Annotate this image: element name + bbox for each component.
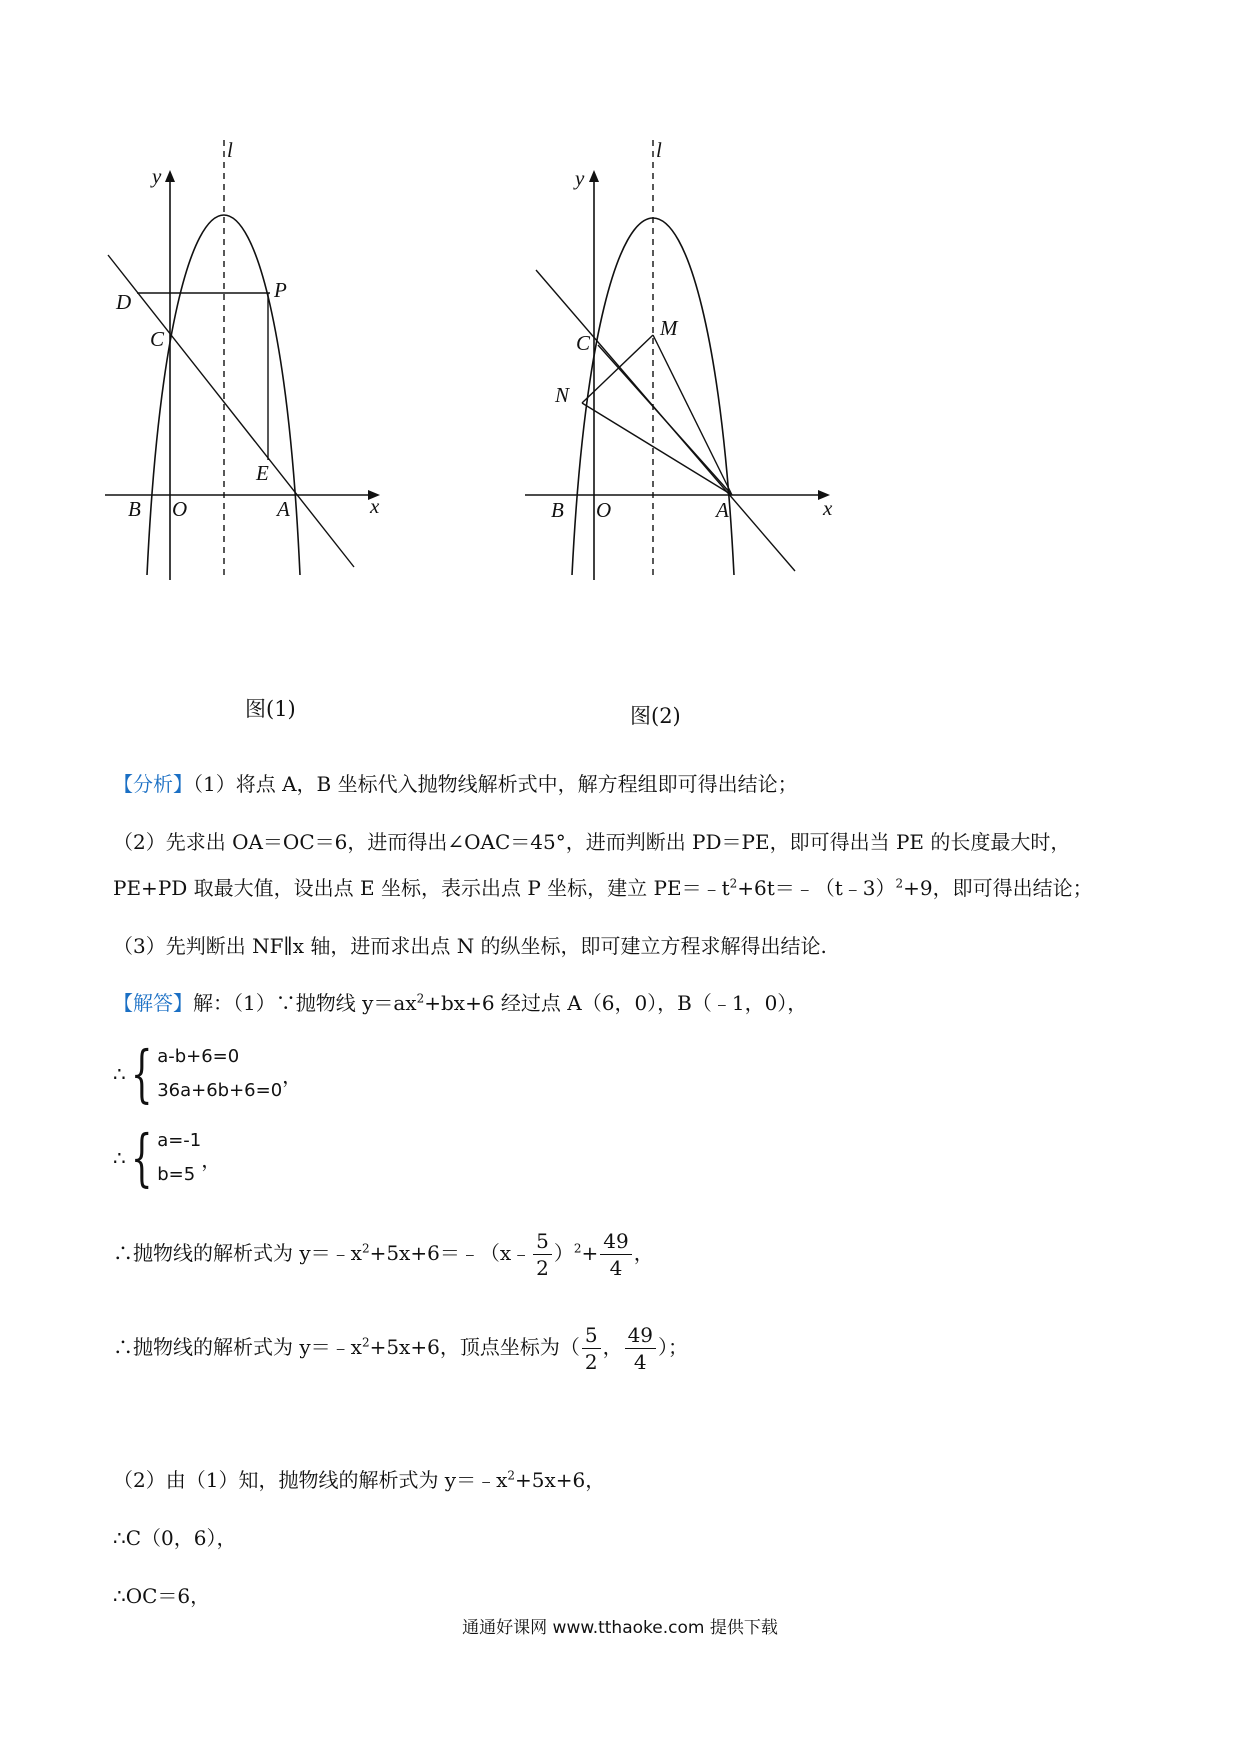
figure-2 <box>520 135 840 655</box>
fig1-label-B: B <box>128 497 141 521</box>
fraction-49-4: $\frac{49}{4}$ <box>600 1228 631 1281</box>
therefore-symbol: ∴ <box>113 1062 126 1086</box>
fraction-5-2: $\frac{5}{2}$ <box>582 1322 601 1375</box>
analysis-text-1: （1）将点 A，B 坐标代入抛物线解析式中，解方程组即可得出结论； <box>193 772 798 796</box>
solution-text-4a: ∴抛物线的解析式为 y＝﹣x <box>113 1241 362 1265</box>
system-1-rows <box>157 1040 282 1108</box>
solution-text-4e: ， <box>633 1241 654 1265</box>
fig1-label-A: A <box>277 497 290 521</box>
analysis-text-3a: PE+PD 取最大值，设出点 E 坐标，表示出点 P 坐标，建立 PE＝﹣t <box>113 876 730 900</box>
system-2-row-1: a=-1 <box>157 1130 202 1151</box>
figure-1-caption: 图(1) <box>245 697 296 721</box>
superscript: 2 <box>416 991 425 1006</box>
solution-line-1 <box>113 987 807 1016</box>
solution-text-5c: ， <box>602 1335 623 1359</box>
figure-1-diagram <box>100 135 440 655</box>
system-1-end: ， <box>282 1063 303 1088</box>
fig1-label-y: y <box>152 164 162 188</box>
superscript: 2 <box>507 1468 516 1483</box>
analysis-line-1 <box>113 768 798 797</box>
solution-text-5b: +5x+6，顶点坐标为（ <box>369 1335 580 1359</box>
figure-1 <box>100 135 440 655</box>
solution-text-6a: （2）由（1）知，抛物线的解析式为 y＝﹣x <box>113 1468 508 1492</box>
solution-text-5d: ）； <box>658 1335 689 1359</box>
solution-text-4d: + <box>581 1241 599 1265</box>
fig2-label-C: C <box>576 331 591 355</box>
fig1-label-D: D <box>116 290 132 314</box>
analysis-tag: 【分析】 <box>113 772 193 796</box>
page-footer: 通通好课网 www.tthaoke.com 提供下载 <box>462 1618 778 1638</box>
solution-text-1a: 解：（1）∵抛物线 y＝ax <box>193 991 417 1015</box>
figure-2-caption: 图(2) <box>630 704 681 728</box>
analysis-line-3 <box>113 872 1093 901</box>
system-1-row-1: a-b+6=0 <box>157 1046 240 1067</box>
fig1-label-E: E <box>256 461 269 485</box>
superscript: 2 <box>729 876 738 891</box>
equation-system-2 <box>113 1121 222 1194</box>
analysis-line-4: （3）先判断出 NF∥x 轴，进而求出点 N 的纵坐标，即可建立方程求解得出结论. <box>113 934 827 958</box>
fig1-label-l: l <box>227 138 233 162</box>
fraction-5-2: $\frac{5}{2}$ <box>533 1228 552 1281</box>
equation-system-1 <box>113 1037 303 1110</box>
solution-line-7: ∴C（0，6）， <box>113 1526 237 1550</box>
figure-2-diagram <box>520 135 840 655</box>
solution-text-4c: ） <box>553 1241 574 1265</box>
fig2-label-l: l <box>656 138 662 162</box>
superscript: 2 <box>895 876 904 891</box>
solution-line-5 <box>113 1322 688 1375</box>
fig2-label-M: M <box>660 316 678 340</box>
fraction-49-4: $\frac{49}{4}$ <box>625 1322 656 1375</box>
fig2-label-A: A <box>716 498 729 522</box>
left-brace: { <box>130 1037 153 1110</box>
fig2-label-O: O <box>596 498 612 522</box>
fig1-label-O: O <box>172 497 188 521</box>
system-2-row-2: b=5 <box>157 1164 196 1185</box>
system-2-end: ， <box>201 1147 222 1172</box>
system-2-rows <box>157 1124 201 1192</box>
superscript: 2 <box>361 1241 370 1256</box>
fig1-label-P: P <box>274 278 287 302</box>
solution-text-5a: ∴抛物线的解析式为 y＝﹣x <box>113 1335 362 1359</box>
analysis-line-2: （2）先求出 OA＝OC＝6，进而得出∠OAC＝45°，进而判断出 PD＝PE，即可得出当 PE 的长度最大时， <box>113 830 1071 854</box>
solution-line-8: ∴OC＝6， <box>113 1584 211 1608</box>
fig2-label-N: N <box>555 383 570 407</box>
solution-line-6 <box>113 1464 605 1493</box>
fig1-label-x: x <box>370 494 380 518</box>
analysis-text-3b: +6t＝﹣（t﹣3） <box>737 876 896 900</box>
fig1-label-C: C <box>150 327 165 351</box>
solution-text-6b: +5x+6， <box>515 1468 606 1492</box>
solution-tag: 【解答】 <box>113 991 193 1015</box>
solution-text-1b: +bx+6 经过点 A（6，0），B（﹣1，0）， <box>424 991 808 1015</box>
solution-text-4b: +5x+6＝﹣（x﹣ <box>369 1241 532 1265</box>
fig2-label-B: B <box>551 498 564 522</box>
superscript: 2 <box>361 1335 370 1350</box>
analysis-text-3c: +9，即可得出结论； <box>903 876 1093 900</box>
superscript: 2 <box>573 1241 582 1256</box>
left-brace: { <box>130 1121 153 1194</box>
therefore-symbol: ∴ <box>113 1146 126 1170</box>
system-1-row-2: 36a+6b+6=0 <box>157 1080 283 1101</box>
fig2-label-x: x <box>823 496 833 520</box>
fig2-label-y: y <box>575 166 585 190</box>
solution-line-4 <box>113 1228 654 1281</box>
